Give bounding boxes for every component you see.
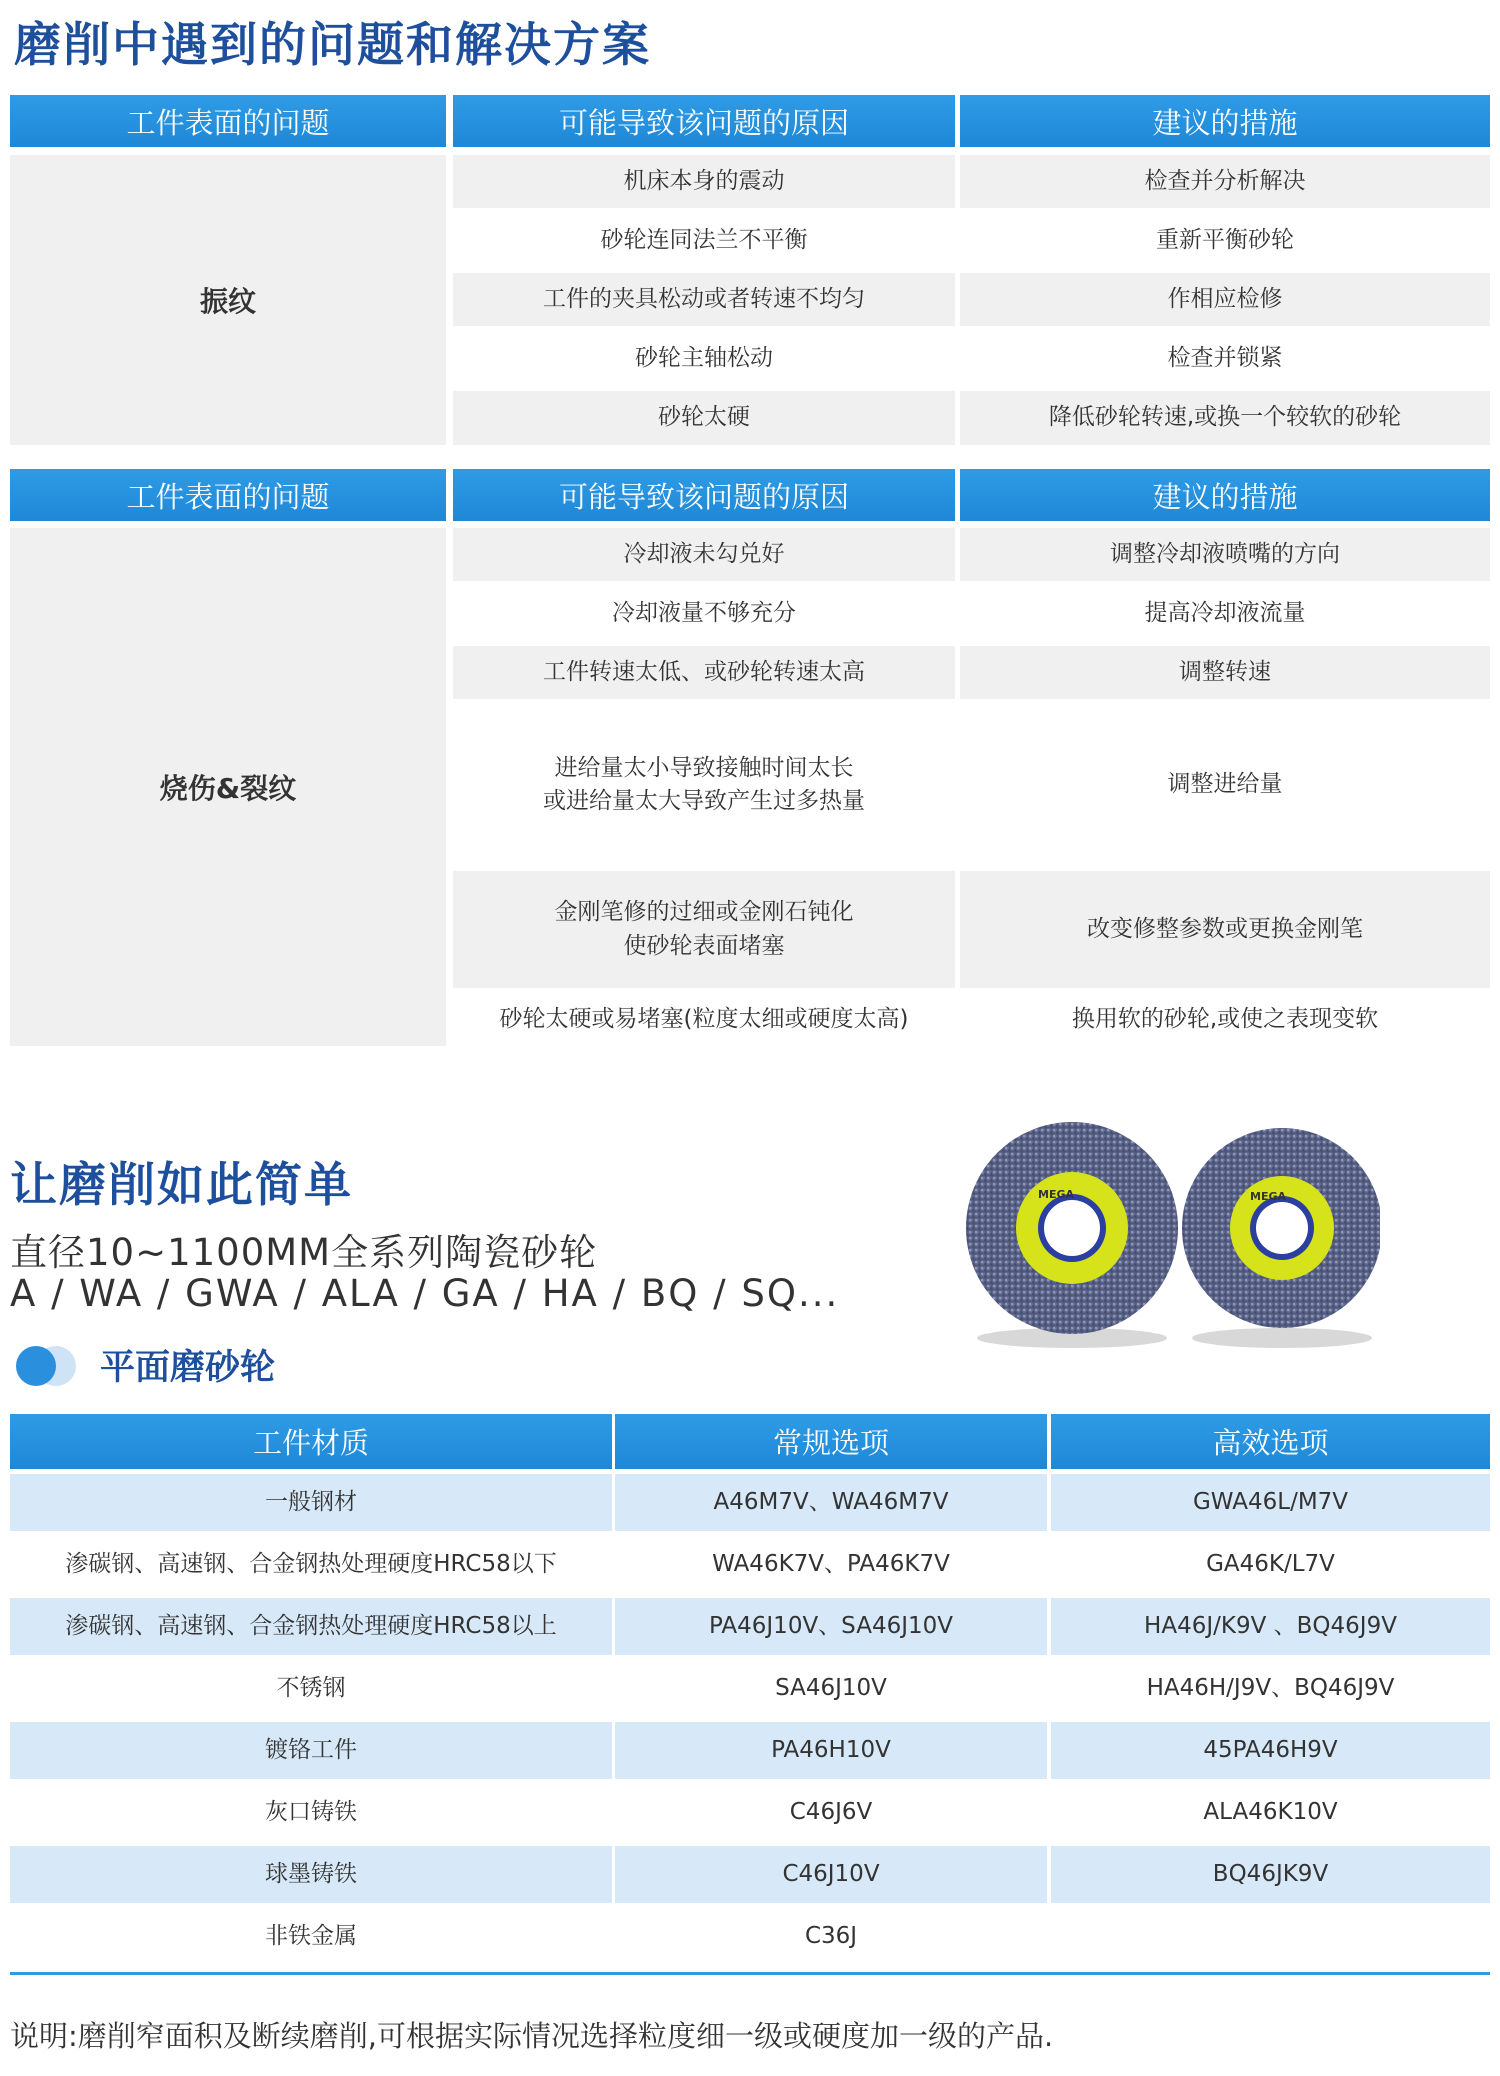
table-row: WA46K7V、PA46K7V (712, 1550, 950, 1577)
table1-problem: 振纹 (10, 155, 446, 445)
table-row: 工件的夹具松动或者转速不均匀 (453, 273, 955, 326)
table-row: 砂轮连同法兰不平衡 (600, 226, 808, 253)
table-bottom-rule (10, 1972, 1490, 1975)
table-row: 调整转速 (960, 646, 1490, 699)
table1-header-fix: 建议的措施 (960, 95, 1490, 147)
table-row: 砂轮太硬 (453, 391, 955, 445)
table1-header-problem: 工件表面的问题 (10, 95, 446, 147)
table-row: 45PA46H9V (1051, 1722, 1490, 1779)
table-row: BQ46JK9V (1051, 1846, 1490, 1903)
table-row (1051, 1908, 1490, 1965)
table-row: PA46H10V (615, 1722, 1047, 1779)
footnote: 说明:磨削窄面积及断续磨削,可根据实际情况选择粒度细一级或硬度加一级的产品. (10, 2019, 1054, 2053)
table-row: PA46J10V、SA46J10V (615, 1598, 1047, 1655)
table2-header-problem: 工件表面的问题 (10, 469, 446, 521)
table-row: HA46J/K9V 、BQ46J9V (1051, 1598, 1490, 1655)
table-row (453, 705, 955, 865)
table-row: 渗碳钢、高速钢、合金钢热处理硬度HRC58以下 (65, 1550, 557, 1577)
table-row: C46J6V (789, 1798, 873, 1825)
category-label: 平面磨砂轮 (100, 1348, 276, 1388)
table-row: 调整进给量 (1167, 771, 1283, 798)
table-row (453, 871, 955, 988)
table-row: 不锈钢 (276, 1674, 346, 1701)
table-row: ALA46K10V (1203, 1798, 1338, 1825)
table-row: 砂轮主轴松动 (635, 344, 773, 371)
table-row: 机床本身的震动 (453, 155, 955, 208)
table-row: 工件转速太低、或砂轮转速太高 (453, 646, 955, 699)
cause-line: 金刚笔修的过细或金刚石钝化 (554, 899, 854, 926)
table3-header-efficient: 高效选项 (1051, 1414, 1490, 1469)
table-row: 球墨铸铁 (10, 1846, 612, 1903)
cause-line: 进给量太小导致接触时间太长 (554, 754, 854, 781)
table1-header-cause: 可能导致该问题的原因 (453, 95, 955, 147)
page-title: 磨削中遇到的问题和解决方案 (14, 18, 651, 73)
table-row: 检查并锁紧 (1167, 344, 1283, 371)
category-bullet-icon (12, 1344, 84, 1388)
cause-line: 或进给量太大导致产生过多热量 (543, 788, 865, 814)
svg-text:MEGA: MEGA (1250, 1190, 1287, 1203)
table-row: A46M7V、WA46M7V (615, 1474, 1047, 1531)
table-row: C36J (804, 1922, 858, 1949)
section-title: 让磨削如此简单 (10, 1158, 353, 1213)
table-row: HA46H/J9V、BQ46J9V (1146, 1674, 1395, 1701)
svg-text:MEGA: MEGA (1038, 1188, 1075, 1201)
table-row: 冷却液量不够充分 (612, 599, 796, 626)
table-row: 冷却液未勾兑好 (453, 528, 955, 581)
table-row: 灰口铸铁 (265, 1798, 357, 1825)
table2-problem: 烧伤&裂纹 (10, 528, 446, 1046)
table-row: 降低砂轮转速,或换一个较软的砂轮 (960, 391, 1490, 445)
table-row: C46J10V (615, 1846, 1047, 1903)
table-row: 砂轮太硬或易堵塞(粒度太细或硬度太高) (499, 1006, 909, 1033)
table-row: 镀铬工件 (10, 1722, 612, 1779)
table-row: 换用软的砂轮,或使之表现变软 (1071, 1006, 1379, 1033)
table-row: 作相应检修 (960, 273, 1490, 326)
table-row: 提高冷却液流量 (1144, 599, 1306, 626)
table2-header-cause: 可能导致该问题的原因 (453, 469, 955, 521)
grinding-wheels-image (920, 1110, 1380, 1360)
wheel-types: A / WA / GWA / ALA / GA / HA / BQ / SQ... (10, 1272, 840, 1315)
table-row: 调整冷却液喷嘴的方向 (960, 528, 1490, 581)
table-row: 检查并分析解决 (960, 155, 1490, 208)
section-subtitle: 直径10~1100MM全系列陶瓷砂轮 (10, 1231, 598, 1274)
table-row: 改变修整参数或更换金刚笔 (960, 871, 1490, 988)
table-row: 一般钢材 (10, 1474, 612, 1531)
table-row: 非铁金属 (265, 1922, 357, 1949)
table-row: SA46J10V (775, 1674, 887, 1701)
table-row: 渗碳钢、高速钢、合金钢热处理硬度HRC58以上 (10, 1598, 612, 1655)
table2-header-fix: 建议的措施 (960, 469, 1490, 521)
table3-header-material: 工件材质 (10, 1414, 612, 1469)
table-row: GA46K/L7V (1206, 1550, 1335, 1577)
table-row: GWA46L/M7V (1051, 1474, 1490, 1531)
cause-line: 使砂轮表面堵塞 (623, 932, 785, 959)
table-row: 重新平衡砂轮 (1156, 226, 1294, 253)
table3-header-regular: 常规选项 (615, 1414, 1047, 1469)
